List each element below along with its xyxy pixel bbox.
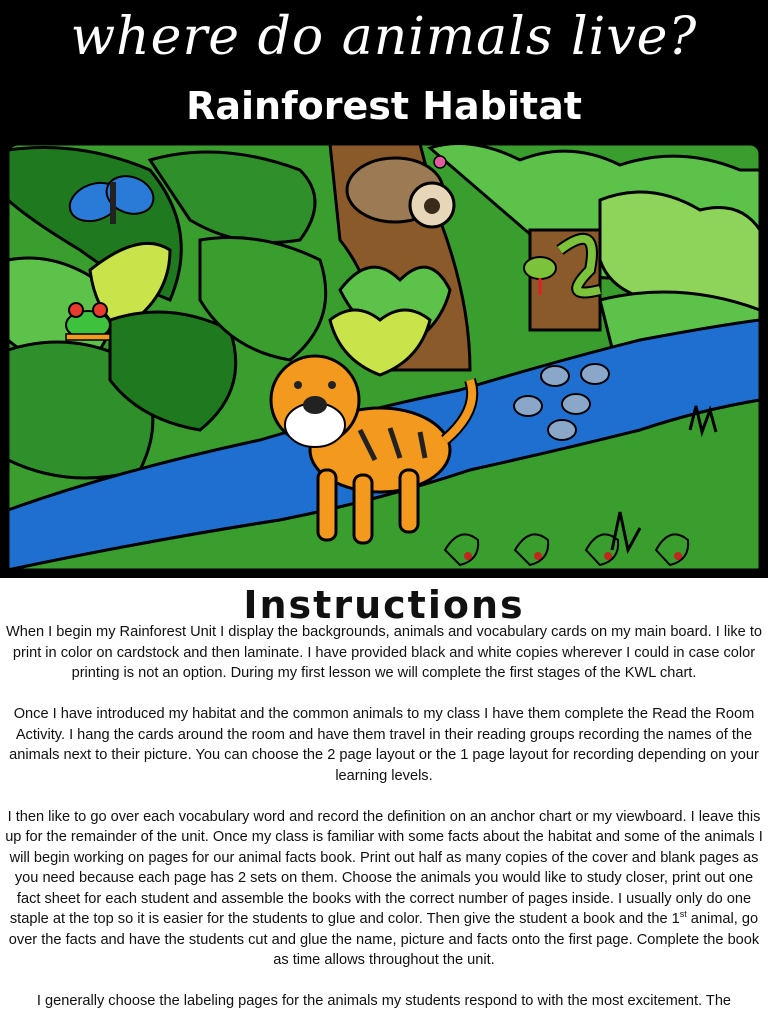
instructions-paragraph-3-part-b: animal, go over the facts and have the students cut and glue the name, picture and facts onto the first page. Complete the book as time allows throughout the unit. [8,911,760,968]
ordinal-suffix: st [679,909,687,920]
rainforest-illustration [0,140,768,578]
page-subtitle: Rainforest Habitat [186,84,582,128]
instructions-heading: Instructions [243,583,525,627]
instructions-paragraph-3-part-a: I then like to go over each vocabulary word and record the definition on an anchor chart or my viewboard. I leave this up for the remainder of the unit. Once my class is familiar with some facts about the habitat and some of the animals I will begin working on pages for our animal facts book. Print out half as many copies of the cover and blank pages as you need because each page has 2 sets on them. Choose the animals you would like to study closer, print out one fact sheet for each student and assemble the books with the correct number of pages inside. I usually only do one staple at the top so it is easier for the students to glue and color. Then give the student a book and the 1 [5,808,763,927]
header-banner [0,0,768,142]
instructions-paragraph-3 [4,807,764,971]
page-title: where do animals live? [70,7,698,67]
instructions-paragraph-1: When I begin my Rainforest Unit I display the backgrounds, animals and vocabulary cards on my main board. I like to print in color on cardstock and then laminate. I have provided black and white copies wherever I could in case color printing is not an option. During my first lesson we will complete the first stages of the KWL chart. [5,624,762,681]
instructions-paragraph-2: Once I have introduced my habitat and the common animals to my class I have them complete the Read the Room Activity. I hang the cards around the room and have them travel in their reading groups recording the names of the animals next to their picture. You can choose the 2 page layout or the 1 page layout for recording depending on your learning levels. [9,706,759,784]
rainforest-scene-svg [0,140,768,578]
instructions-paragraph-4: I generally choose the labeling pages for the animals my students respond to with the most excitement. The [36,993,732,1009]
instructions-body [4,622,764,1032]
